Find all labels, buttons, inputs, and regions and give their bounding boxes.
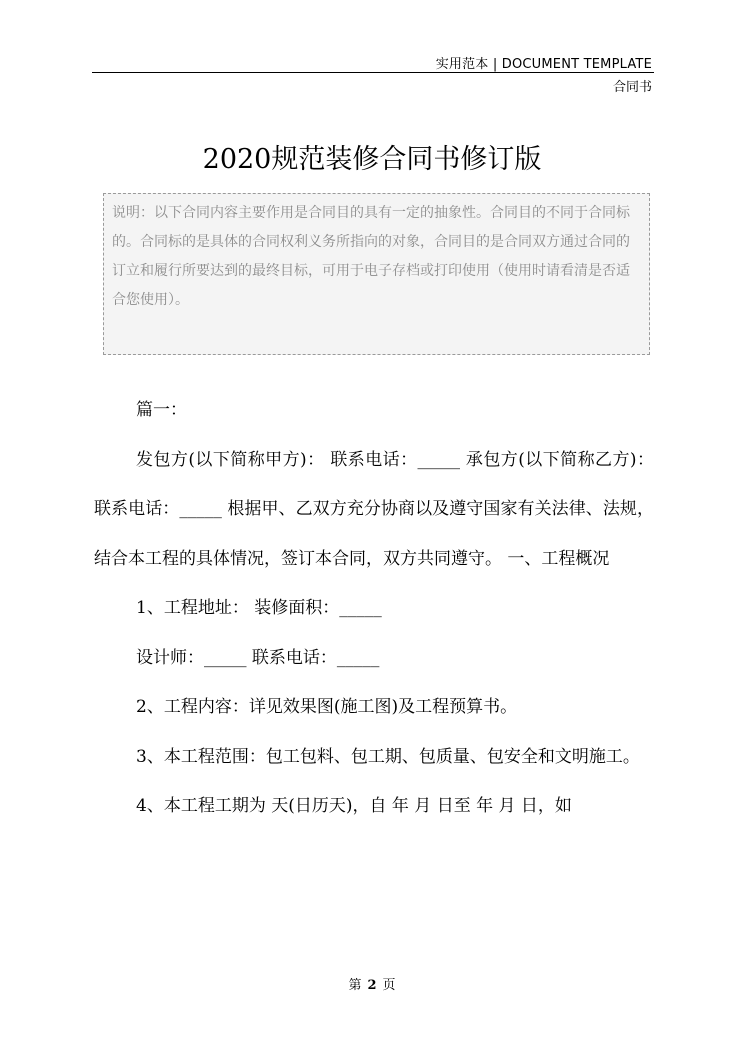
paragraph-content: 2、工程内容：详见效果图(施工图)及工程预算书。 (136, 697, 518, 717)
document-title: 2020规范装修合同书修订版 (202, 144, 542, 175)
paragraph-duration: 4、本工程工期为 天(日历天)，自 年 月 日至 年 月 日，如 (136, 796, 572, 816)
page-suffix: 页 (382, 978, 396, 993)
paragraph-scope: 3、本工程范围：包工包料、包工期、包质量、包安全和文明施工。 (136, 746, 640, 767)
header-label: 实用范本 | DOCUMENT TEMPLATE (435, 57, 652, 72)
header-divider (92, 72, 654, 73)
header-category: 合同书 (612, 80, 652, 95)
page-number: 2 (367, 978, 377, 993)
description-box: 说明：以下合同内容主要作用是合同目的具有一定的抽象性。合同目的不同于合同标的。合同标的是具体的合同权利义务所指向的对象，合同目的是合同双方通过合同的订立和履行所要达到的最终目标，可用于电子存档或打印使用（使用时请看清是否适合您使用）。 (103, 193, 650, 355)
page-prefix: 第 (348, 978, 362, 993)
paragraph-designer: 设计师：_____ 联系电话：_____ (136, 647, 380, 668)
document-body (94, 386, 654, 832)
paragraph-parties: 发包方(以下简称甲方)： 联系电话：_____ 承包方(以下简称乙方)： 联系电话：_____ 根据甲、乙双方充分协商以及遵守国家有关法律、法规，结合本工程的具体情况，签订本合同，双方共同遵守。 一、工程概况 (94, 449, 654, 569)
paragraph-address: 1、工程地址： 装修面积：_____ (136, 598, 382, 618)
page-footer (0, 974, 744, 993)
paragraph-section-heading: 篇一： (136, 400, 187, 420)
